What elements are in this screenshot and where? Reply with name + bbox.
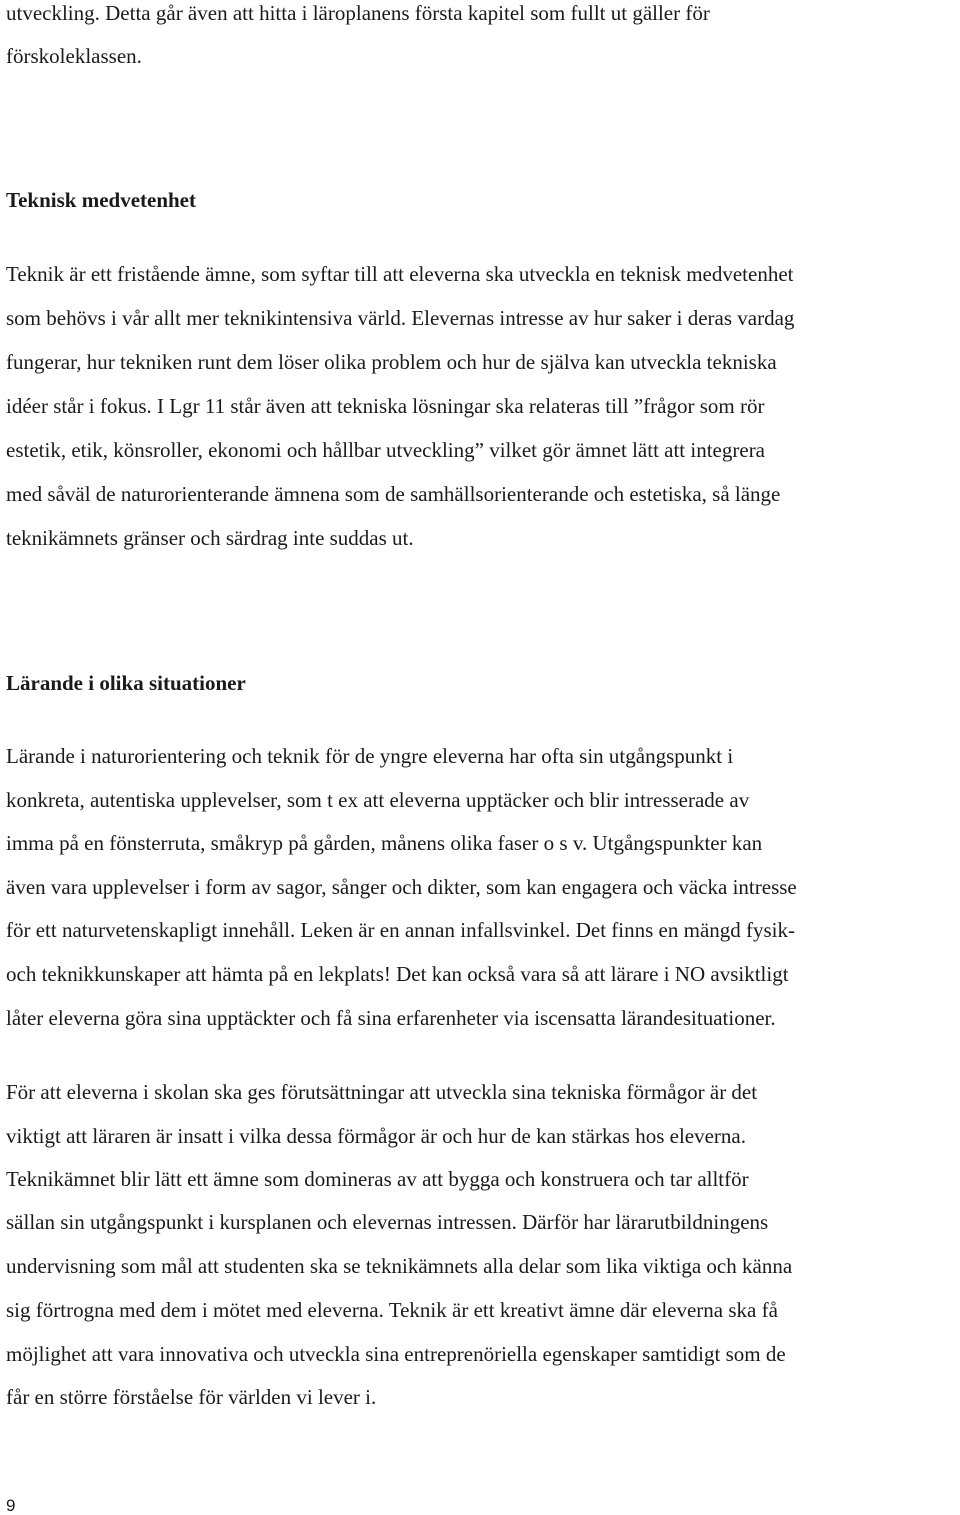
section2-p1-line-4: även vara upplevelser i form av sagor, sånger och dikter, som kan engagera och väcka intresse — [6, 875, 797, 899]
section2-p2-line-4: sällan sin utgångspunkt i kursplanen och elevernas intressen. Därför har lärarutbildningens — [6, 1210, 769, 1234]
section2-p2-line-8: får en större förståelse för världen vi lever i. — [6, 1385, 377, 1409]
intro-line-1: utveckling. Detta går även att hitta i läroplanens första kapitel som fullt ut gäller för — [6, 1, 710, 25]
section2-p2-line-3: Teknikämnet blir lätt ett ämne som domineras av att bygga och konstruera och tar alltför — [6, 1167, 749, 1191]
section2-p1-line-6: och teknikkunskaper att hämta på en lekplats! Det kan också vara så att lärare i NO avsiktligt — [6, 962, 789, 986]
section1-line-6: med såväl de naturorienterande ämnena som de samhällsorienterande och estetiska, så länge — [6, 482, 781, 506]
section1-line-4: idéer står i fokus. I Lgr 11 står även att tekniska lösningar ska relateras till ”frågor som rör — [6, 394, 765, 418]
section2-p1-line-3: imma på en fönsterruta, småkryp på gården, månens olika faser o s v. Utgångspunkter kan — [6, 831, 763, 855]
section1-line-1: Teknik är ett fristående ämne, som syftar till att eleverna ska utveckla en teknisk medvetenhet — [6, 262, 794, 286]
section1-line-7: teknikämnets gränser och särdrag inte suddas ut. — [6, 526, 414, 550]
section2-p1-line-1: Lärande i naturorientering och teknik för de yngre eleverna har ofta sin utgångspunkt i — [6, 744, 734, 768]
section2-p1-line-2: konkreta, autentiska upplevelser, som t ex att eleverna upptäcker och blir intresserade av — [6, 788, 750, 812]
section2-p2-line-7: möjlighet att vara innovativa och utveckla sina entreprenöriella egenskaper samtidigt som de — [6, 1342, 786, 1366]
section2-p1-line-7: låter eleverna göra sina upptäckter och få sina erfarenheter via iscensatta lärandesituationer. — [6, 1006, 776, 1030]
section2-p2-line-2: viktigt att läraren är insatt i vilka dessa förmågor är och hur de kan stärkas hos eleverna. — [6, 1124, 746, 1148]
section1-line-5: estetik, etik, könsroller, ekonomi och hållbar utveckling” vilket gör ämnet lätt att integrera — [6, 438, 766, 462]
section2-p2-line-5: undervisning som mål att studenten ska se teknikämnets alla delar som lika viktiga och känna — [6, 1254, 793, 1278]
heading-teknisk-medvetenhet: Teknisk medvetenhet — [6, 188, 196, 212]
intro-line-2: förskoleklassen. — [6, 44, 142, 68]
section1-line-3: fungerar, hur tekniken runt dem löser olika problem och hur de själva kan utveckla tekniska — [6, 350, 777, 374]
section2-p2-line-6: sig förtrogna med dem i mötet med eleverna. Teknik är ett kreativt ämne där eleverna ska få — [6, 1298, 778, 1322]
page-number: 9 — [6, 1496, 16, 1515]
section2-p1-line-5: för ett naturvetenskapligt innehåll. Leken är en annan infallsvinkel. Det finns en mängd fysik- — [6, 918, 796, 942]
section1-line-2: som behövs i vår allt mer teknikintensiva värld. Elevernas intresse av hur saker i deras vardag — [6, 306, 795, 330]
heading-larande-i-olika-situationer: Lärande i olika situationer — [6, 671, 246, 695]
section2-p2-line-1: För att eleverna i skolan ska ges förutsättningar att utveckla sina tekniska förmågor är det — [6, 1080, 758, 1104]
